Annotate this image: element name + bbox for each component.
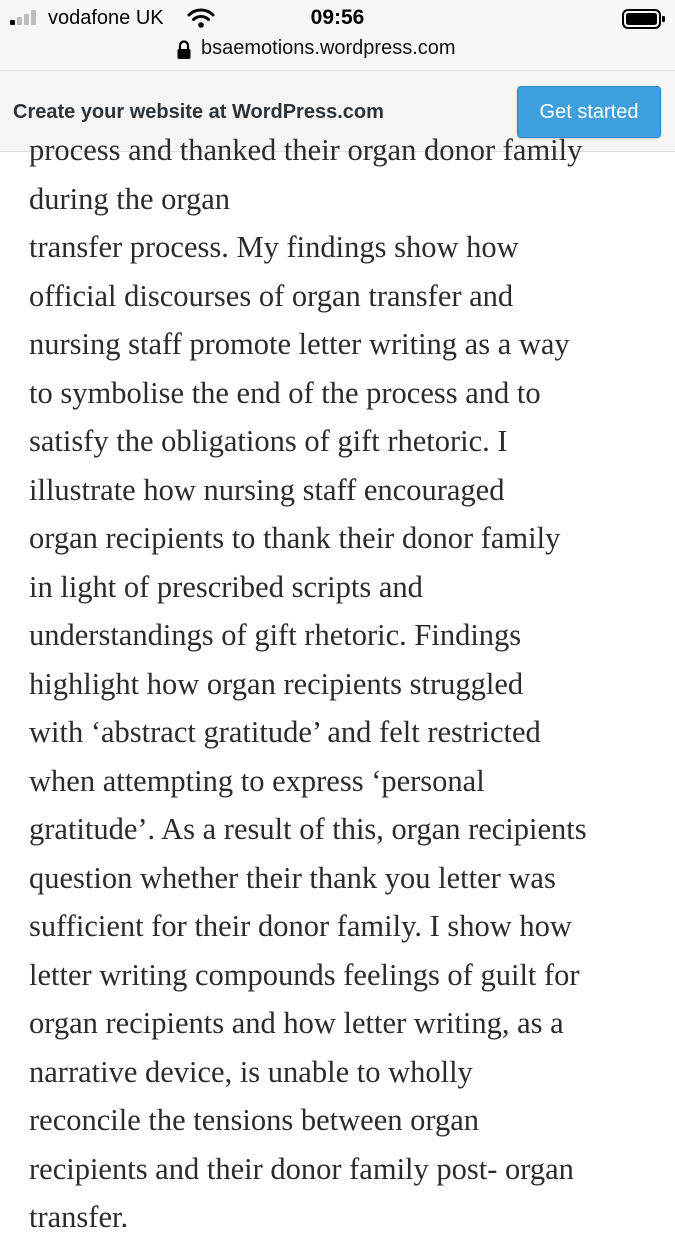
carrier-name: vodafone UK xyxy=(48,7,164,29)
status-bar xyxy=(0,0,675,36)
banner-text: Create your website at WordPress.com xyxy=(13,101,384,123)
article-content xyxy=(0,133,675,1234)
lock-icon xyxy=(176,39,192,61)
article-paragraph: transfer process. My findings show how official discourses of organ transfer and nursing staff promote letter writing as a way to symbolise the end of the process and to satisfy the obligations of gift rhetoric. I illustrate how nursing staff encouraged organ recipients to thank their donor family in light of prescribed scripts and understandings of gift rhetoric. Findings highlight how organ recipients struggled with ‘abstract gratitude’ and felt restricted when attempting to express ‘personal gratitude’. As a result of this, organ recipients question whether their thank you letter was sufficient for their donor family. I show how letter writing compounds feelings of guilt for organ recipients and how letter writing, as a narrative device, is unable to wholly reconcile the tensions between organ recipients and their donor family post- organ transfer. xyxy=(29,230,587,1234)
article-partial-line: process and thanked their organ donor family during the organ xyxy=(29,133,583,216)
page-url[interactable]: bsaemotions.wordpress.com xyxy=(201,37,456,59)
battery-icon xyxy=(622,9,666,29)
browser-address-bar[interactable] xyxy=(0,36,675,70)
clock-time: 09:56 xyxy=(310,6,365,29)
article-body xyxy=(29,126,665,1242)
get-started-button[interactable]: Get started xyxy=(517,86,661,138)
